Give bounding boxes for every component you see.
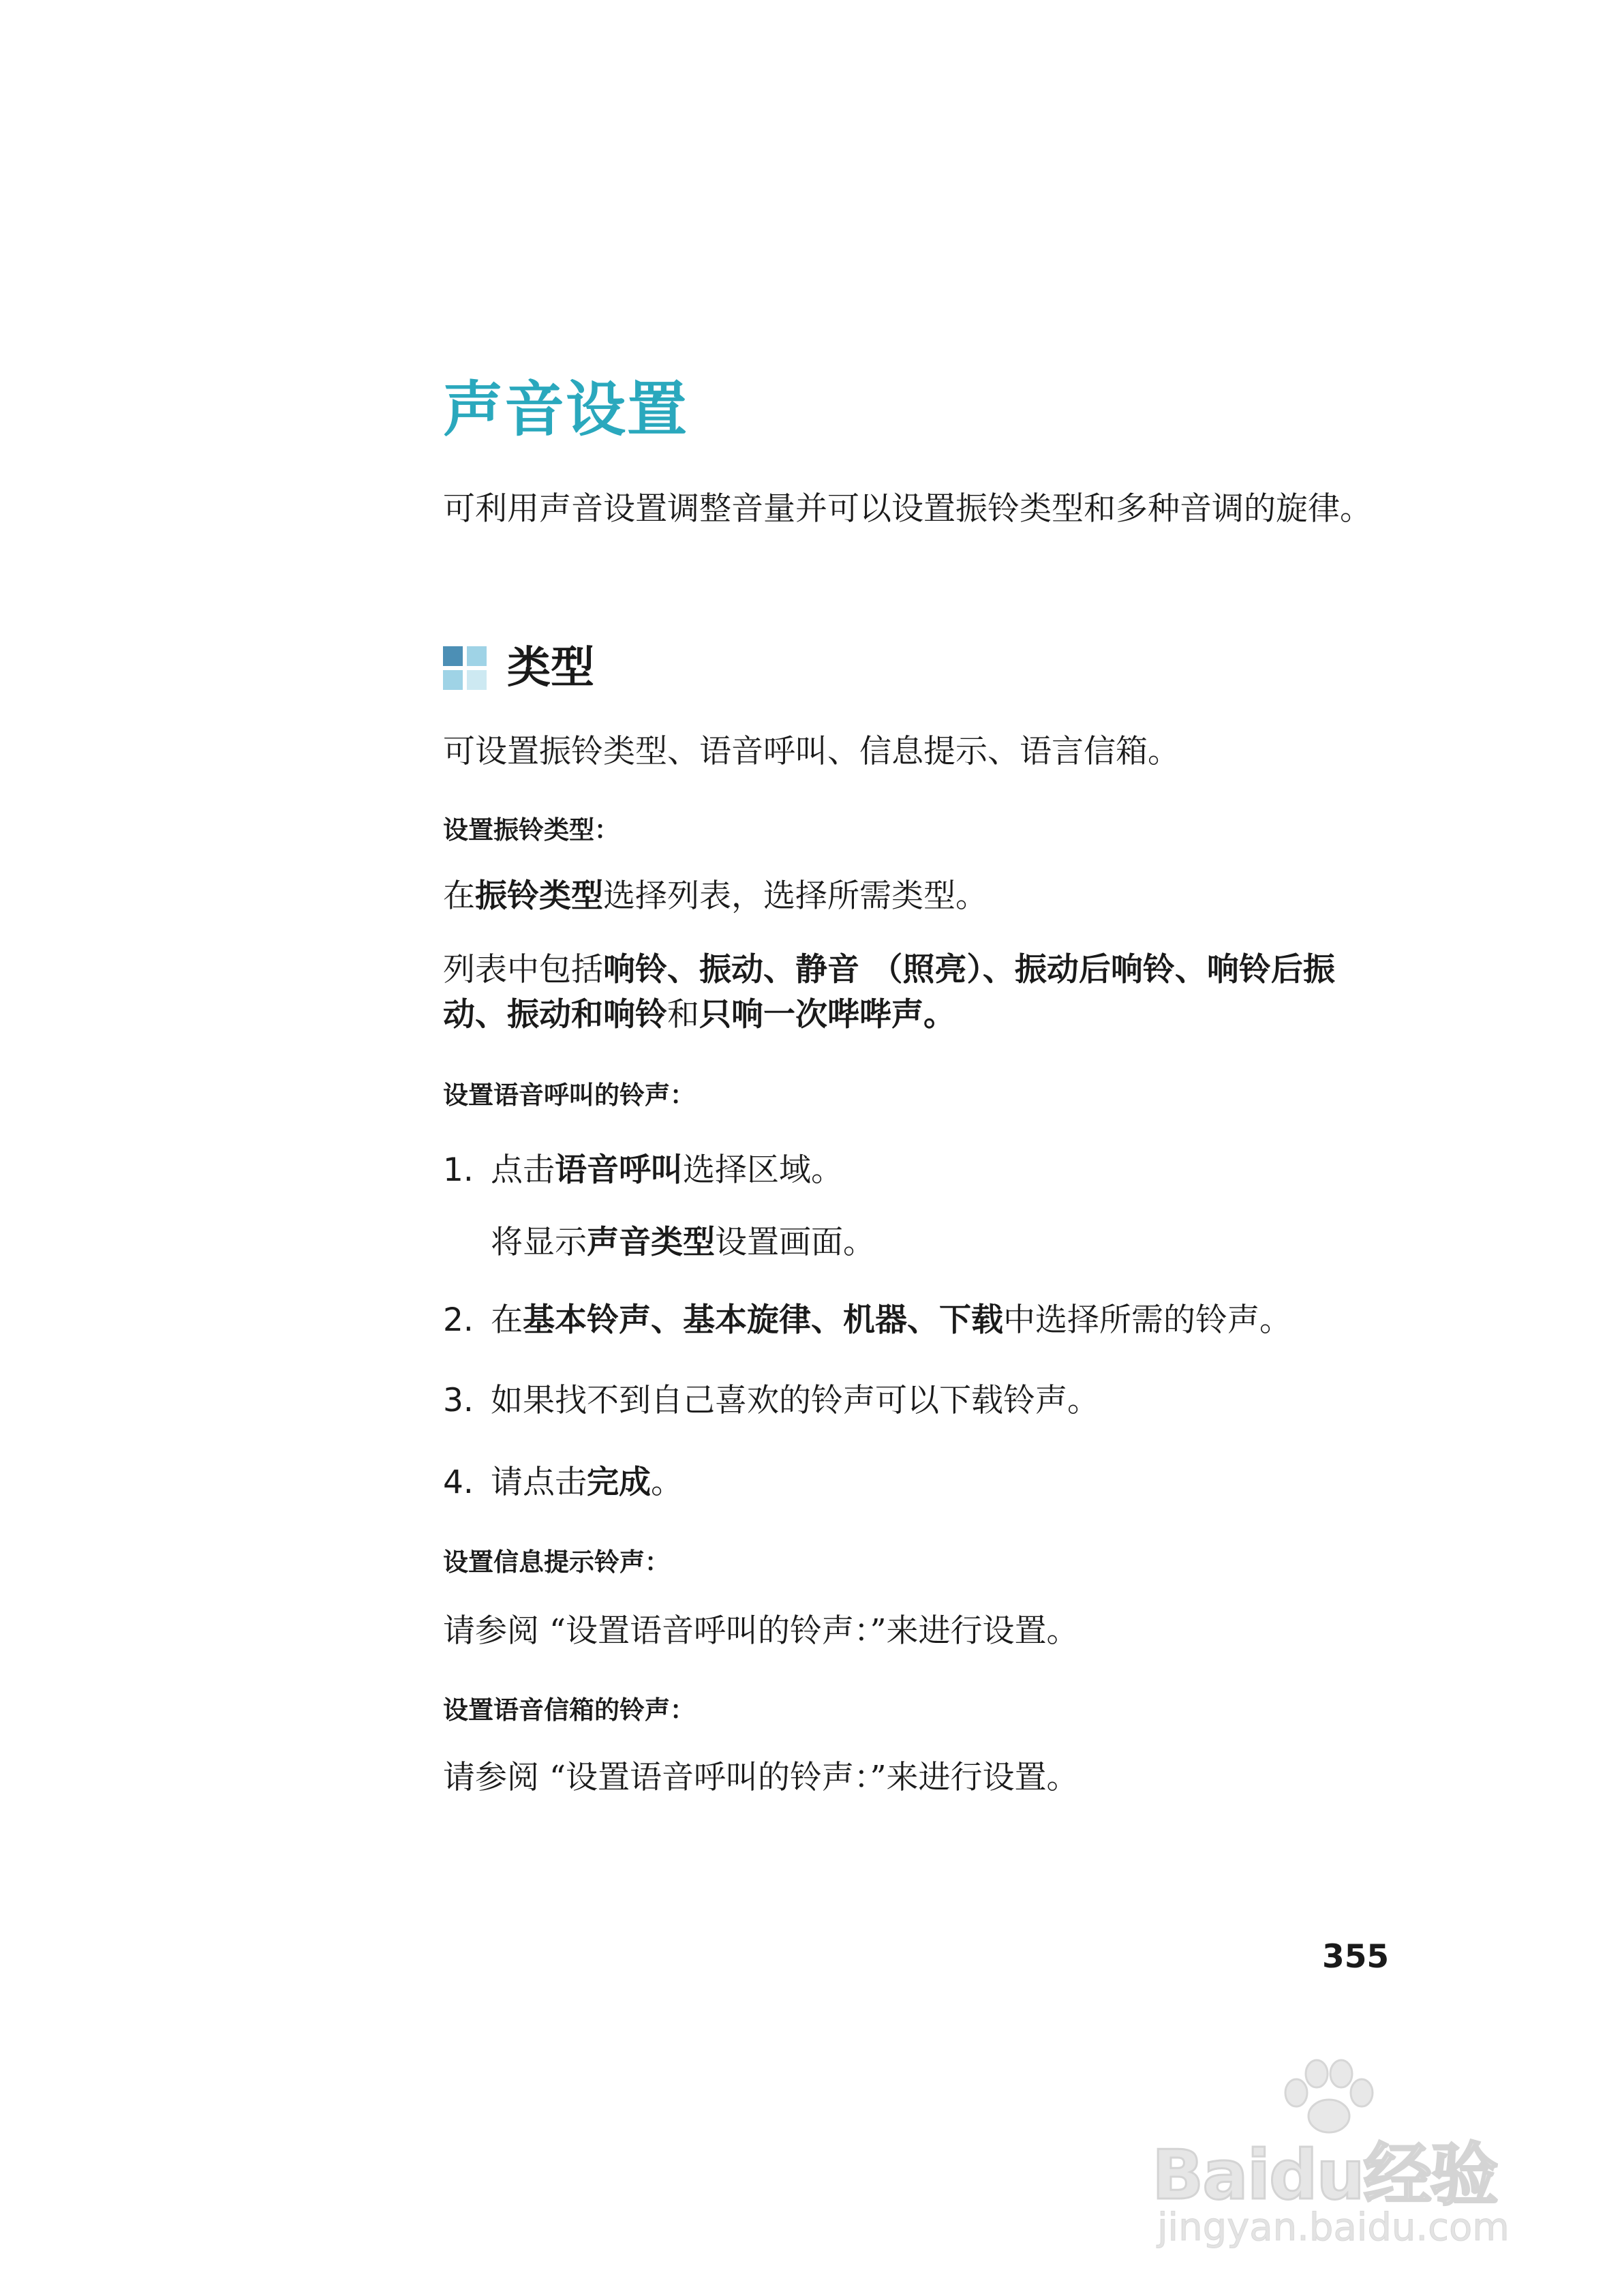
ring-type-term: 振铃类型 — [475, 877, 603, 915]
voicemail-text: 请参阅 “设置语音呼叫的铃声：”来进行设置。 — [443, 1759, 1079, 1796]
ring-type-heading: 设置振铃类型： — [443, 815, 619, 845]
voicemail-heading: 设置语音信箱的铃声： — [443, 1695, 695, 1725]
step-4: 4. 请点击完成。 — [443, 1464, 683, 1501]
step-2: 2. 在基本铃声、基本旋律、机器、下载中选择所需的铃声。 — [443, 1301, 1291, 1339]
ring-type-option-beep: 只响一次哔哔声。 — [699, 996, 955, 1033]
ring-type-line2: 列表中包括响铃、振动、静音 （照亮）、振动后响铃、响铃后振动、振动和响铃和只响一次哔哔声。 — [443, 951, 1335, 1033]
page-number: 355 — [1322, 1938, 1390, 1976]
step-3: 3. 如果找不到自己喜欢的铃声可以下载铃声。 — [443, 1382, 1099, 1419]
section-header — [443, 641, 594, 695]
watermark-brand: Baidu经验 — [1152, 2135, 1497, 2215]
section-title: 类型 — [507, 642, 594, 693]
intro-paragraph: 可利用声音设置调整音量并可以设置振铃类型和多种音调的旋律。 — [443, 490, 1372, 528]
section-description: 可设置振铃类型、语音呼叫、信息提示、语言信箱。 — [443, 733, 1180, 770]
message-alert-heading: 设置信息提示铃声： — [443, 1547, 670, 1577]
ring-type-line1: 在振铃类型选择列表，选择所需类型。 — [443, 877, 988, 915]
watermark-url: jingyan.baidu.com — [1157, 2205, 1510, 2250]
step-1: 1. 点击语音呼叫选择区域。 — [443, 1151, 843, 1189]
ring-type-options: 响铃、振动、静音 （照亮）、振动后响铃、响铃后振动、振动和响铃 — [443, 951, 1335, 1033]
section-grid-icon — [443, 646, 487, 690]
voice-call-heading: 设置语音呼叫的铃声： — [443, 1081, 695, 1110]
baidu-watermark — [1152, 2059, 1533, 2263]
message-alert-text: 请参阅 “设置语音呼叫的铃声：”来进行设置。 — [443, 1612, 1079, 1650]
step-1-note: 将显示声音类型设置画面。 — [491, 1224, 875, 1261]
page-title: 声音设置 — [443, 374, 689, 444]
